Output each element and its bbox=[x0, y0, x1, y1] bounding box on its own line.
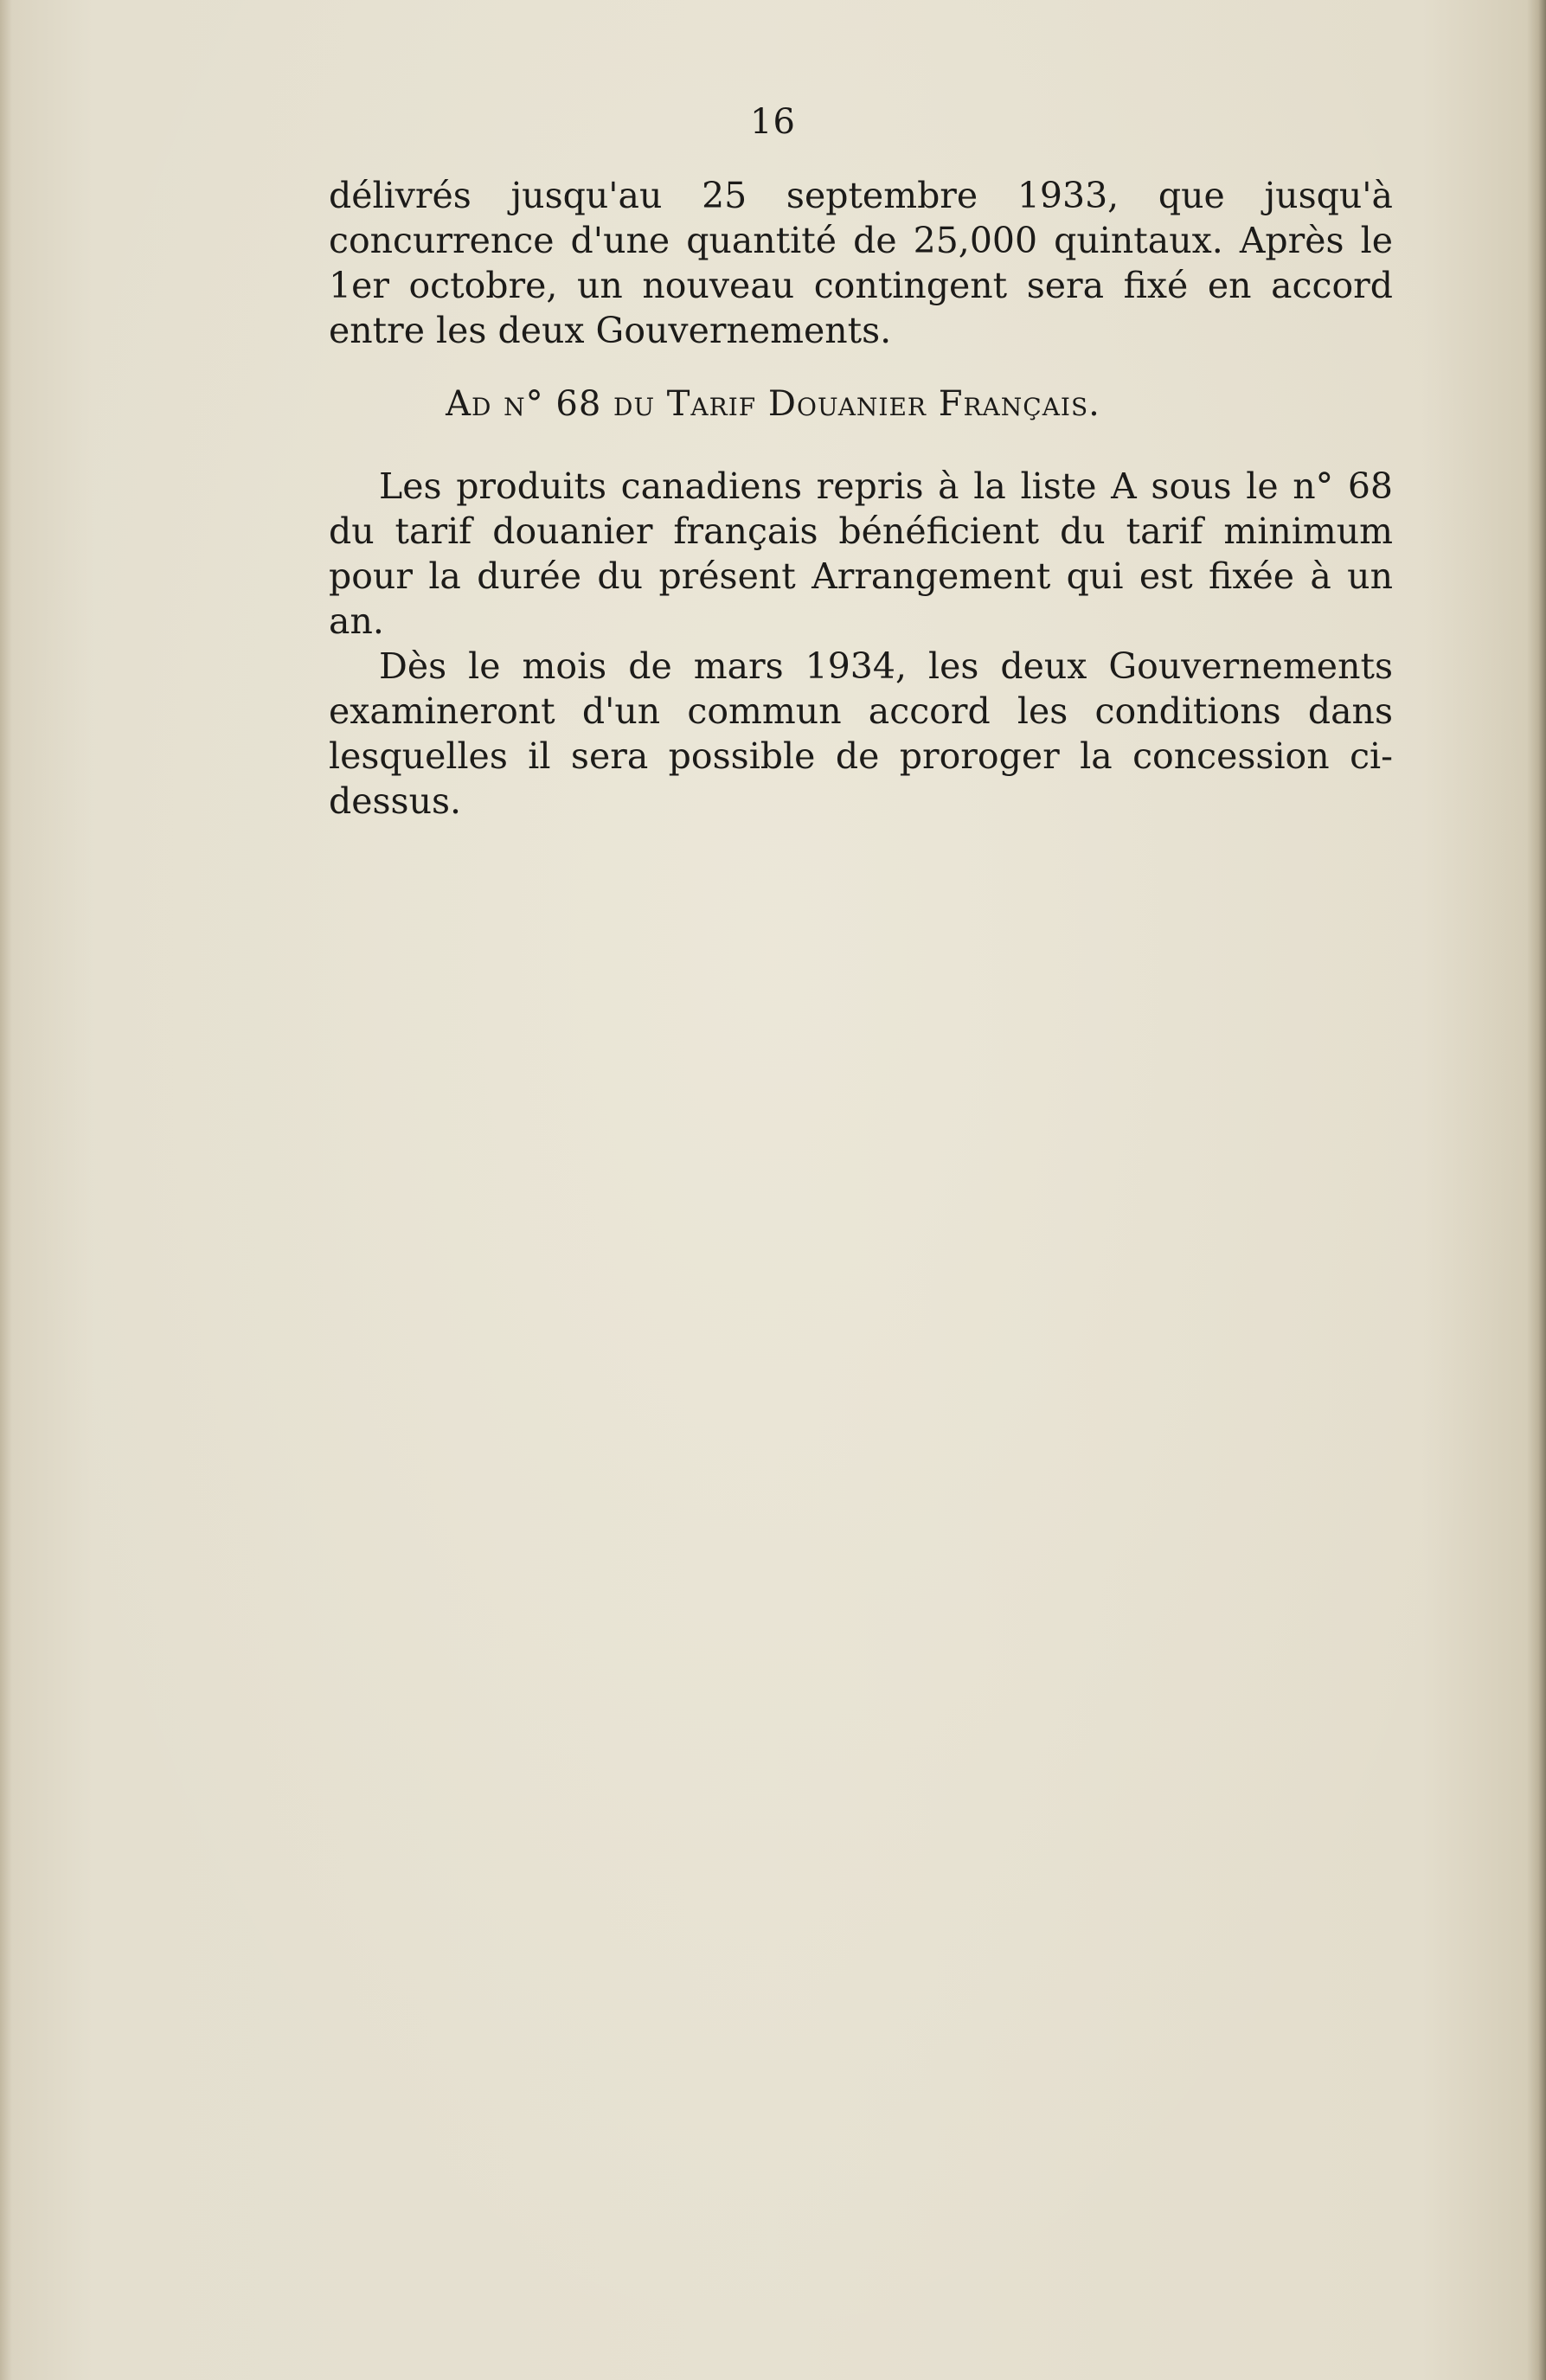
section-body bbox=[329, 464, 1393, 824]
paragraph-march-1934: Dès le mois de mars 1934, les deux Gouvernements examineront d'un commun accord les conditions dans lesquelles il sera possible de proroger la concession ci-dessus. bbox=[329, 645, 1393, 822]
page-number: 16 bbox=[750, 102, 796, 142]
page-left-edge bbox=[0, 0, 12, 2380]
page-right-edge bbox=[1527, 0, 1546, 2380]
continuation-paragraph: délivrés jusqu'au 25 septembre 1933, que jusqu'à concurrence d'une quantité de 25,000 quintaux. Après le 1er octobre, un nouveau contingent sera fixé en accord entre les deux Gouvernements. bbox=[329, 175, 1393, 351]
section-heading: Ad n° 68 du Tarif Douanier Français. bbox=[446, 384, 1100, 424]
paragraph-products: Les produits canadiens repris à la liste A sous le n° 68 du tarif douanier français bénéficient du tarif minimum pour la durée du présent Arrangement qui est fixée à un an. bbox=[329, 465, 1393, 642]
continuation-block bbox=[329, 173, 1393, 353]
